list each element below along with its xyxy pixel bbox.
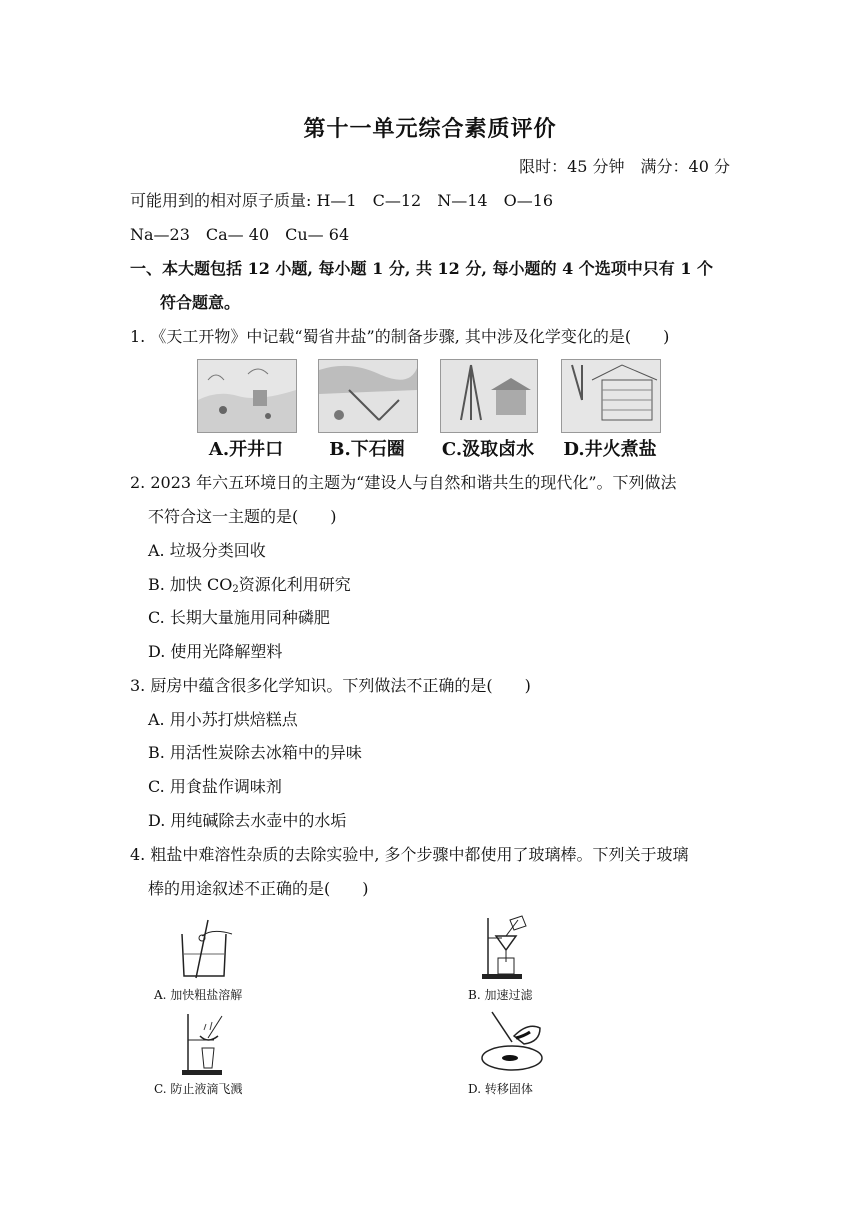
q4-figure-b-caption: B. 加速过滤 xyxy=(468,988,533,1002)
section-heading-cont: 符合题意。 xyxy=(160,293,241,312)
q2-option-c: C. 长期大量施用同种磷肥 xyxy=(148,608,330,627)
q2-stem-line-1: 2. 2023 年六五环境日的主题为“建设人与自然和谐共生的现代化”。下列做法 xyxy=(130,473,677,492)
q1-stem: 1. 《天工开物》中记载“蜀省井盐”的制备步骤, 其中涉及化学变化的是( ) xyxy=(130,327,670,346)
q1-image-a xyxy=(197,359,297,433)
lower-stone-ring-picture xyxy=(319,360,417,432)
q3-option-a: A. 用小苏打烘焙糕点 xyxy=(148,710,298,729)
q1-caption-b: B.下石圈 xyxy=(329,439,405,460)
transfer-solid-figure xyxy=(478,1008,558,1076)
q1-image-d xyxy=(561,359,661,433)
q1-caption-a: A.开井口 xyxy=(208,439,284,460)
q2-option-d: D. 使用光降解塑料 xyxy=(148,642,283,661)
q2-stem-line-2: 不符合这一主题的是( ) xyxy=(148,507,337,526)
q3-option-d: D. 用纯碱除去水壶中的水垢 xyxy=(148,811,347,830)
draw-brine-picture xyxy=(441,360,537,432)
q2-option-b: B. 加快 $CO_2$资源化利用研究 xyxy=(148,575,351,595)
section-heading: 一、本大题包括 12 小题, 每小题 1 分, 共 12 分, 每小题的 4 个选项中只有 1 个 xyxy=(130,259,714,278)
evaporation-figure xyxy=(180,1010,236,1076)
q1-caption-c: C.汲取卤水 xyxy=(441,439,535,460)
atomic-mass-line-1: 可能用到的相对原子质量: H—1 C—12 N—14 O—16 xyxy=(130,191,554,210)
q4-stem-line-1: 4. 粗盐中难溶性杂质的去除实验中, 多个步骤中都使用了玻璃棒。下列关于玻璃 xyxy=(130,845,689,864)
atomic-mass-line-2: Na—23 Ca— 40 Cu— 64 xyxy=(130,225,350,244)
q3-stem: 3. 厨房中蕴含很多化学知识。下列做法不正确的是( ) xyxy=(130,676,531,695)
q4-stem-line-2: 棒的用途叙述不正确的是( ) xyxy=(148,879,369,898)
q1-image-c xyxy=(440,359,538,433)
q1-image-b xyxy=(318,359,418,433)
q3-option-b: B. 用活性炭除去冰箱中的异味 xyxy=(148,743,362,762)
q4-figure-c-caption: C. 防止液滴飞溅 xyxy=(154,1082,243,1096)
q3-option-c: C. 用食盐作调味剂 xyxy=(148,777,282,796)
q1-caption-d: D.井火煮盐 xyxy=(563,439,657,460)
well-opening-picture xyxy=(198,360,296,432)
page-title: 第十一单元综合素质评价 xyxy=(303,116,557,142)
q2-option-a: A. 垃圾分类回收 xyxy=(148,541,266,560)
boil-salt-picture xyxy=(562,360,660,432)
dissolve-beaker-figure xyxy=(172,914,242,980)
filtration-figure xyxy=(482,912,542,982)
exam-meta: 限时：45 分钟 满分：40 分 xyxy=(519,157,730,176)
q4-figure-a-caption: A. 加快粗盐溶解 xyxy=(154,988,243,1002)
q4-figure-d-caption: D. 转移固体 xyxy=(468,1082,533,1096)
